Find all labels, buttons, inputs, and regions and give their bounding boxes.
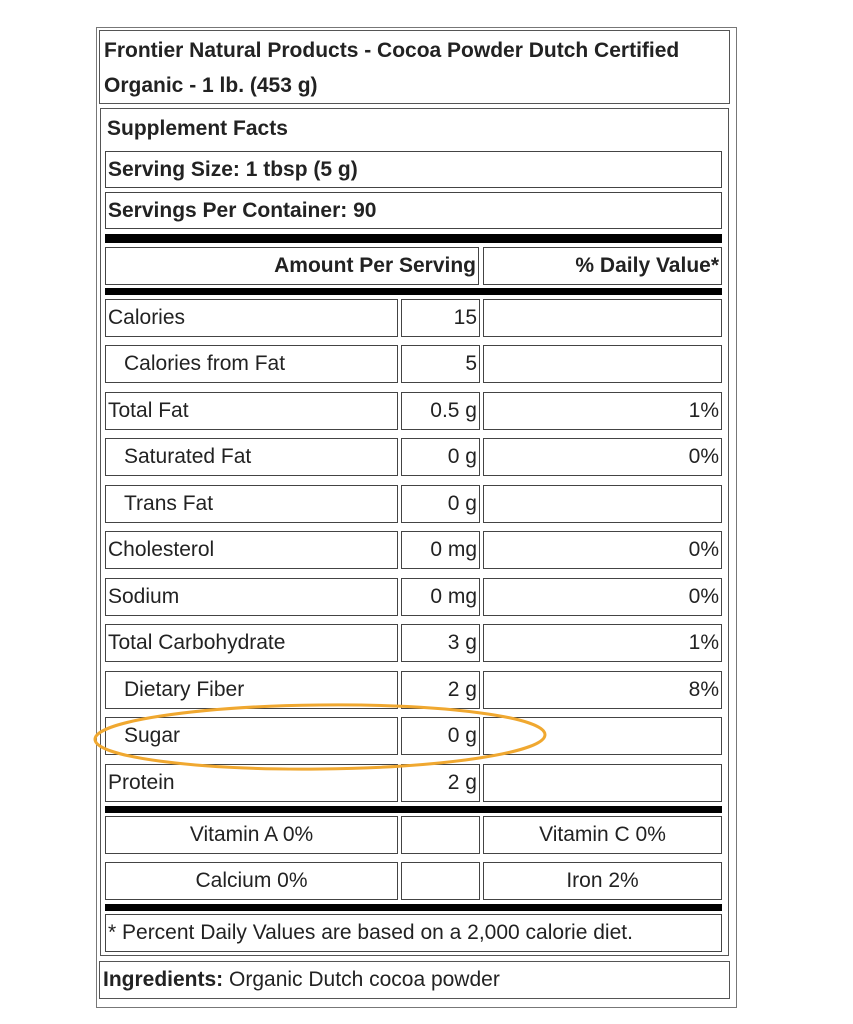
vitamin-spacer [401, 816, 480, 854]
vitamin-spacer [401, 862, 480, 900]
nutrient-daily-value [483, 764, 722, 802]
thick-divider [105, 806, 722, 813]
vitamin-a: Vitamin A 0% [105, 816, 398, 854]
iron: Iron 2% [483, 862, 722, 900]
thick-divider [105, 288, 722, 295]
ingredients-text: Organic Dutch cocoa powder [223, 968, 500, 991]
nutrient-amount: 2 g [401, 764, 480, 802]
nutrient-daily-value: 0% [483, 578, 722, 616]
nutrient-daily-value: 1% [483, 392, 722, 430]
nutrient-name: Total Carbohydrate [105, 624, 398, 662]
nutrient-amount: 0.5 g [401, 392, 480, 430]
nutrient-amount: 0 g [401, 717, 480, 755]
nutrient-name: Protein [105, 764, 398, 802]
nutrient-amount: 2 g [401, 671, 480, 709]
nutrient-amount: 0 g [401, 438, 480, 476]
nutrient-daily-value [483, 345, 722, 383]
nutrient-name: Saturated Fat [105, 438, 398, 476]
product-title: Frontier Natural Products - Cocoa Powder Dutch Certified Organic - 1 lb. (453 g) [104, 39, 680, 97]
nutrient-daily-value: 1% [483, 624, 722, 662]
nutrient-daily-value [483, 717, 722, 755]
nutrient-daily-value [483, 485, 722, 523]
footnote: * Percent Daily Values are based on a 2,000 calorie diet. [105, 914, 722, 952]
vitamin-c: Vitamin C 0% [483, 816, 722, 854]
nutrient-daily-value: 0% [483, 531, 722, 569]
nutrient-amount: 0 mg [401, 578, 480, 616]
nutrient-name: Calories from Fat [105, 345, 398, 383]
servings-per-container: Servings Per Container: 90 [105, 192, 722, 229]
thick-divider [105, 234, 722, 243]
nutrient-daily-value: 8% [483, 671, 722, 709]
nutrient-name: Sodium [105, 578, 398, 616]
nutrient-amount: 0 g [401, 485, 480, 523]
serving-size: Serving Size: 1 tbsp (5 g) [105, 151, 722, 188]
nutrient-name: Calories [105, 299, 398, 337]
ingredients-label: Ingredients: [103, 968, 224, 991]
nutrient-name: Trans Fat [105, 485, 398, 523]
nutrient-daily-value: 0% [483, 438, 722, 476]
nutrient-amount: 15 [401, 299, 480, 337]
ingredients-box [99, 961, 730, 999]
product-title-box [99, 30, 730, 104]
nutrient-amount: 0 mg [401, 531, 480, 569]
nutrient-name: Sugar [105, 717, 398, 755]
nutrient-amount: 5 [401, 345, 480, 383]
nutrient-amount: 3 g [401, 624, 480, 662]
header-amount-per-serving: Amount Per Serving [105, 247, 479, 285]
thick-divider [105, 904, 722, 911]
nutrient-name: Dietary Fiber [105, 671, 398, 709]
facts-heading: Supplement Facts [107, 117, 288, 140]
nutrient-name: Total Fat [105, 392, 398, 430]
header-daily-value: % Daily Value* [483, 247, 722, 285]
nutrient-daily-value [483, 299, 722, 337]
nutrient-name: Cholesterol [105, 531, 398, 569]
calcium: Calcium 0% [105, 862, 398, 900]
